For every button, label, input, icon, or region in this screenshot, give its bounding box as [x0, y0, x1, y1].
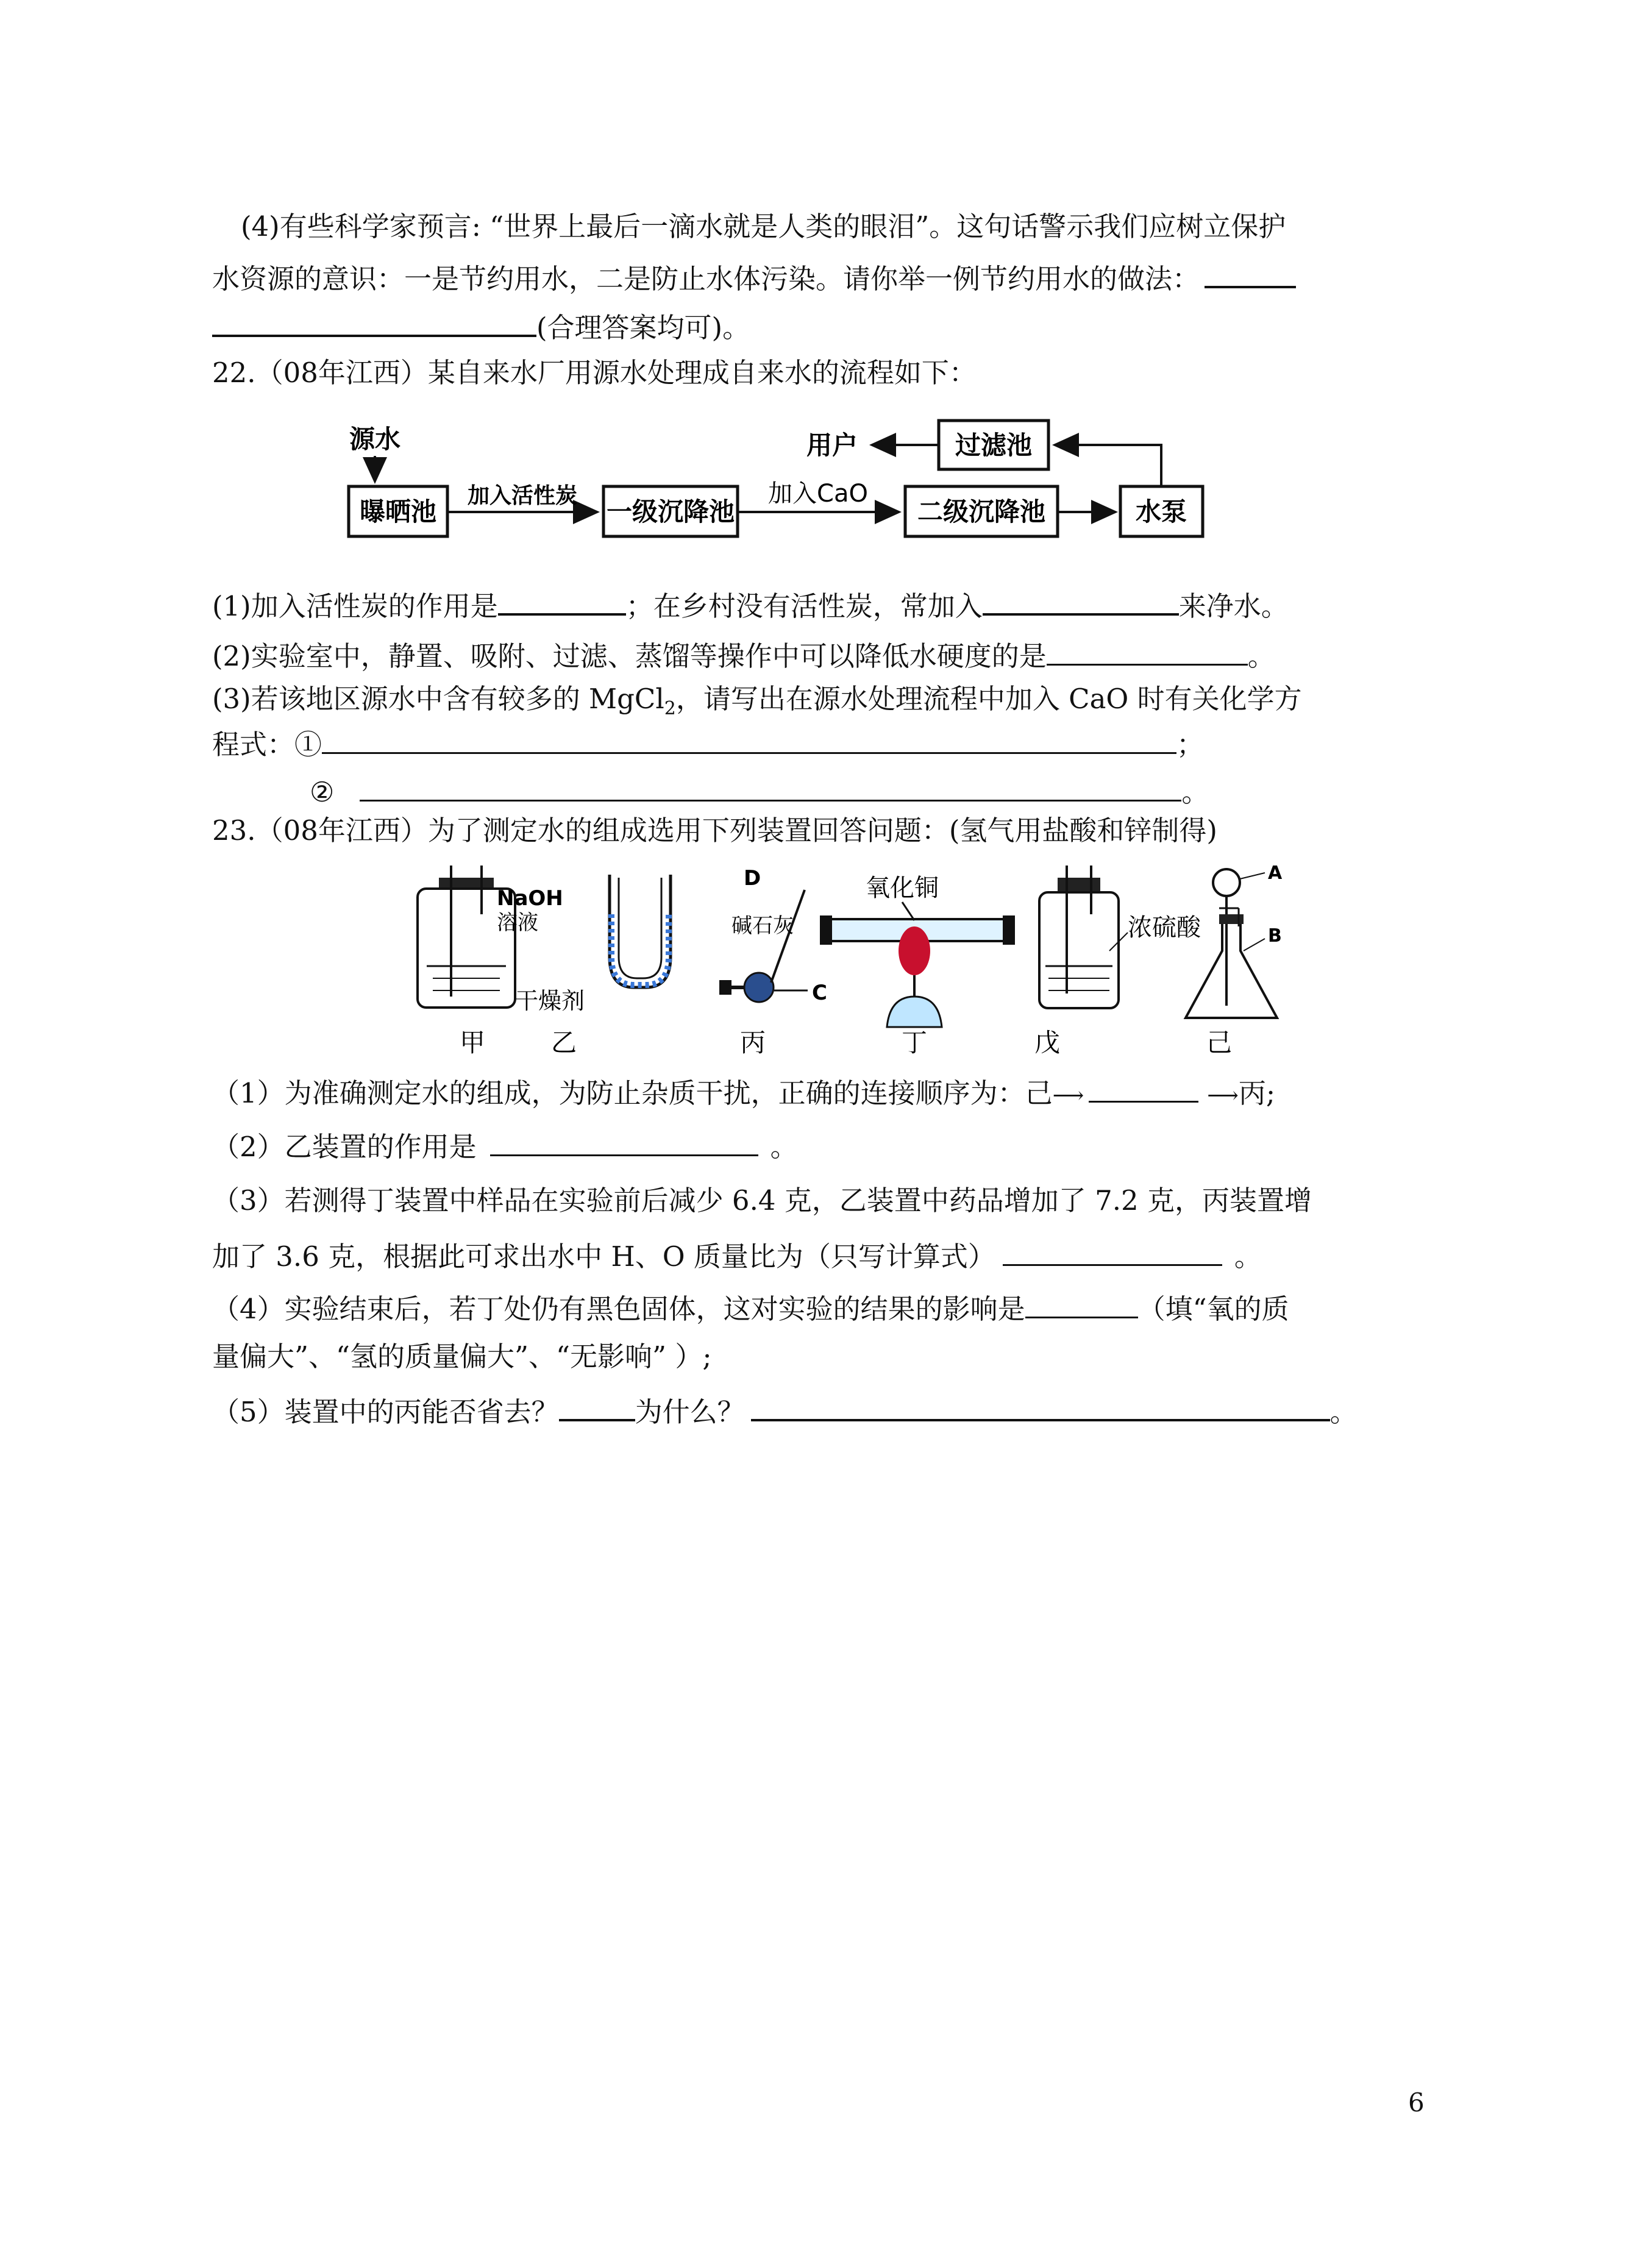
label-d: D: [744, 866, 761, 890]
conc-acid-label: 浓硫酸: [1128, 914, 1201, 942]
copper-oxide-label: 氧化铜: [866, 874, 939, 902]
q23-part3-line1: （3）若测得丁装置中样品在实验前后减少 6.4 克，乙装置中药品增加了 7.2 克，丙装置增: [212, 1184, 1312, 1217]
experiment-apparatus-figure: [378, 866, 1304, 1058]
q23-order-blank[interactable]: [1089, 1074, 1198, 1103]
apparatus-name-wu: 戊: [1034, 1028, 1061, 1058]
q21-answer-blank-1[interactable]: [1205, 259, 1296, 288]
q23-part4-line1: （4）实验结束后，若丁处仍有黑色固体，这对实验的结果的影响是 （填“氧的质: [212, 1290, 1289, 1328]
flow-pool1-label: 曝晒池: [359, 497, 437, 527]
q23-blank-5a[interactable]: [559, 1392, 635, 1421]
flow-arrow1-label: 加入活性炭: [467, 483, 578, 508]
apparatus-name-ding: 丁: [901, 1028, 928, 1058]
q23-part5: （5）装置中的丙能否省去？ 为什么？ 。: [212, 1392, 1358, 1431]
apparatus-name-yi: 乙: [550, 1028, 577, 1058]
solution-label: 溶液: [497, 911, 538, 935]
page-number: 6: [1408, 2088, 1425, 2117]
flow-pump-label: 水泵: [1135, 497, 1187, 527]
naoh-label: NaOH: [497, 886, 563, 911]
q23-part3-line2: 加了 3.6 克，根据此可求出水中 H、O 质量比为（只写计算式） 。: [212, 1237, 1262, 1275]
q23-blank-5b[interactable]: [751, 1392, 1330, 1421]
soda-lime-label: 碱石灰: [731, 914, 794, 938]
desiccant-label: 干燥剂: [515, 987, 585, 1014]
q21-line3: (合理答案均可)。: [212, 308, 750, 346]
q22-blank-2[interactable]: [983, 586, 1179, 616]
q23-blank-4[interactable]: [1025, 1290, 1138, 1318]
apparatus-wu: [1039, 866, 1201, 1008]
q23-heading: 23.（08年江西）为了测定水的组成选用下列装置回答问题：(氢气用盐酸和锌制得): [212, 814, 1217, 847]
q22-part3-line1: (3)若该地区源水中含有较多的 MgCl$_2$，请写出在源水处理流程中加入 CaO 时有关化学方: [212, 683, 1302, 719]
q23-blank-3[interactable]: [1003, 1237, 1222, 1266]
flow-user-label: 用户: [806, 430, 858, 460]
flow-arrow2-label: 加入CaO: [768, 480, 868, 508]
q22-blank-3[interactable]: [1047, 637, 1248, 666]
q22-part2: (2)实验室中，静置、吸附、过滤、蒸馏等操作中可以降低水硬度的是 。: [212, 637, 1275, 675]
arrow-icon: ⟶: [1052, 1083, 1084, 1108]
q21-line2: 水资源的意识：一是节约用水，二是防止水体污染。请你举一例节约用水的做法：: [212, 259, 1296, 297]
q23-part2: （2）乙装置的作用是 。: [212, 1128, 798, 1165]
q22-part3-line3: ② 。: [310, 773, 1209, 811]
q22-part3-line2: 程式：① ；: [212, 725, 1204, 763]
q23-part4-line2: 量偏大”、“氢的质量偏大”、“无影响” ）;: [212, 1340, 712, 1373]
q21-answer-blank-2[interactable]: [212, 308, 536, 337]
water-treatment-flowchart: [329, 414, 1219, 555]
label-b: B: [1268, 925, 1282, 947]
q23-blank-2[interactable]: [490, 1128, 758, 1156]
label-c: C: [812, 981, 827, 1005]
q22-heading: 22.（08年江西）某自来水厂用源水处理成自来水的流程如下：: [212, 357, 977, 389]
flow-source-label: 源水: [349, 424, 401, 454]
apparatus-name-ji: 己: [1206, 1028, 1233, 1058]
apparatus-bing: [719, 866, 827, 1005]
q22-part1: (1)加入活性炭的作用是 ；在乡村没有活性炭，常加入 来净水。: [212, 586, 1289, 625]
q22-equation-blank-1[interactable]: [322, 725, 1176, 754]
apparatus-ji: [1186, 866, 1283, 1018]
q21-line1: (4)有些科学家预言: “世界上最后一滴水就是人类的眼泪”。这句话警示我们应树立保护: [241, 210, 1286, 243]
flow-pool3-label: 二级沉降池: [917, 497, 1046, 527]
flow-filter-label: 过滤池: [955, 430, 1033, 460]
apparatus-name-bing: 丙: [739, 1028, 766, 1058]
apparatus-ding: [820, 874, 1015, 1027]
label-a: A: [1268, 866, 1283, 884]
q23-part1: （1）为准确测定水的组成，为防止杂质干扰，正确的连接顺序为：己⟶ ⟶丙;: [212, 1074, 1275, 1114]
q22-equation-blank-2[interactable]: [360, 773, 1181, 802]
arrow-icon: ⟶: [1207, 1083, 1239, 1108]
apparatus-name-jia: 甲: [459, 1028, 486, 1058]
apparatus-jia: [418, 866, 563, 1008]
q22-blank-1[interactable]: [498, 586, 626, 616]
flow-pool2-label: 一级沉降池: [606, 497, 735, 527]
